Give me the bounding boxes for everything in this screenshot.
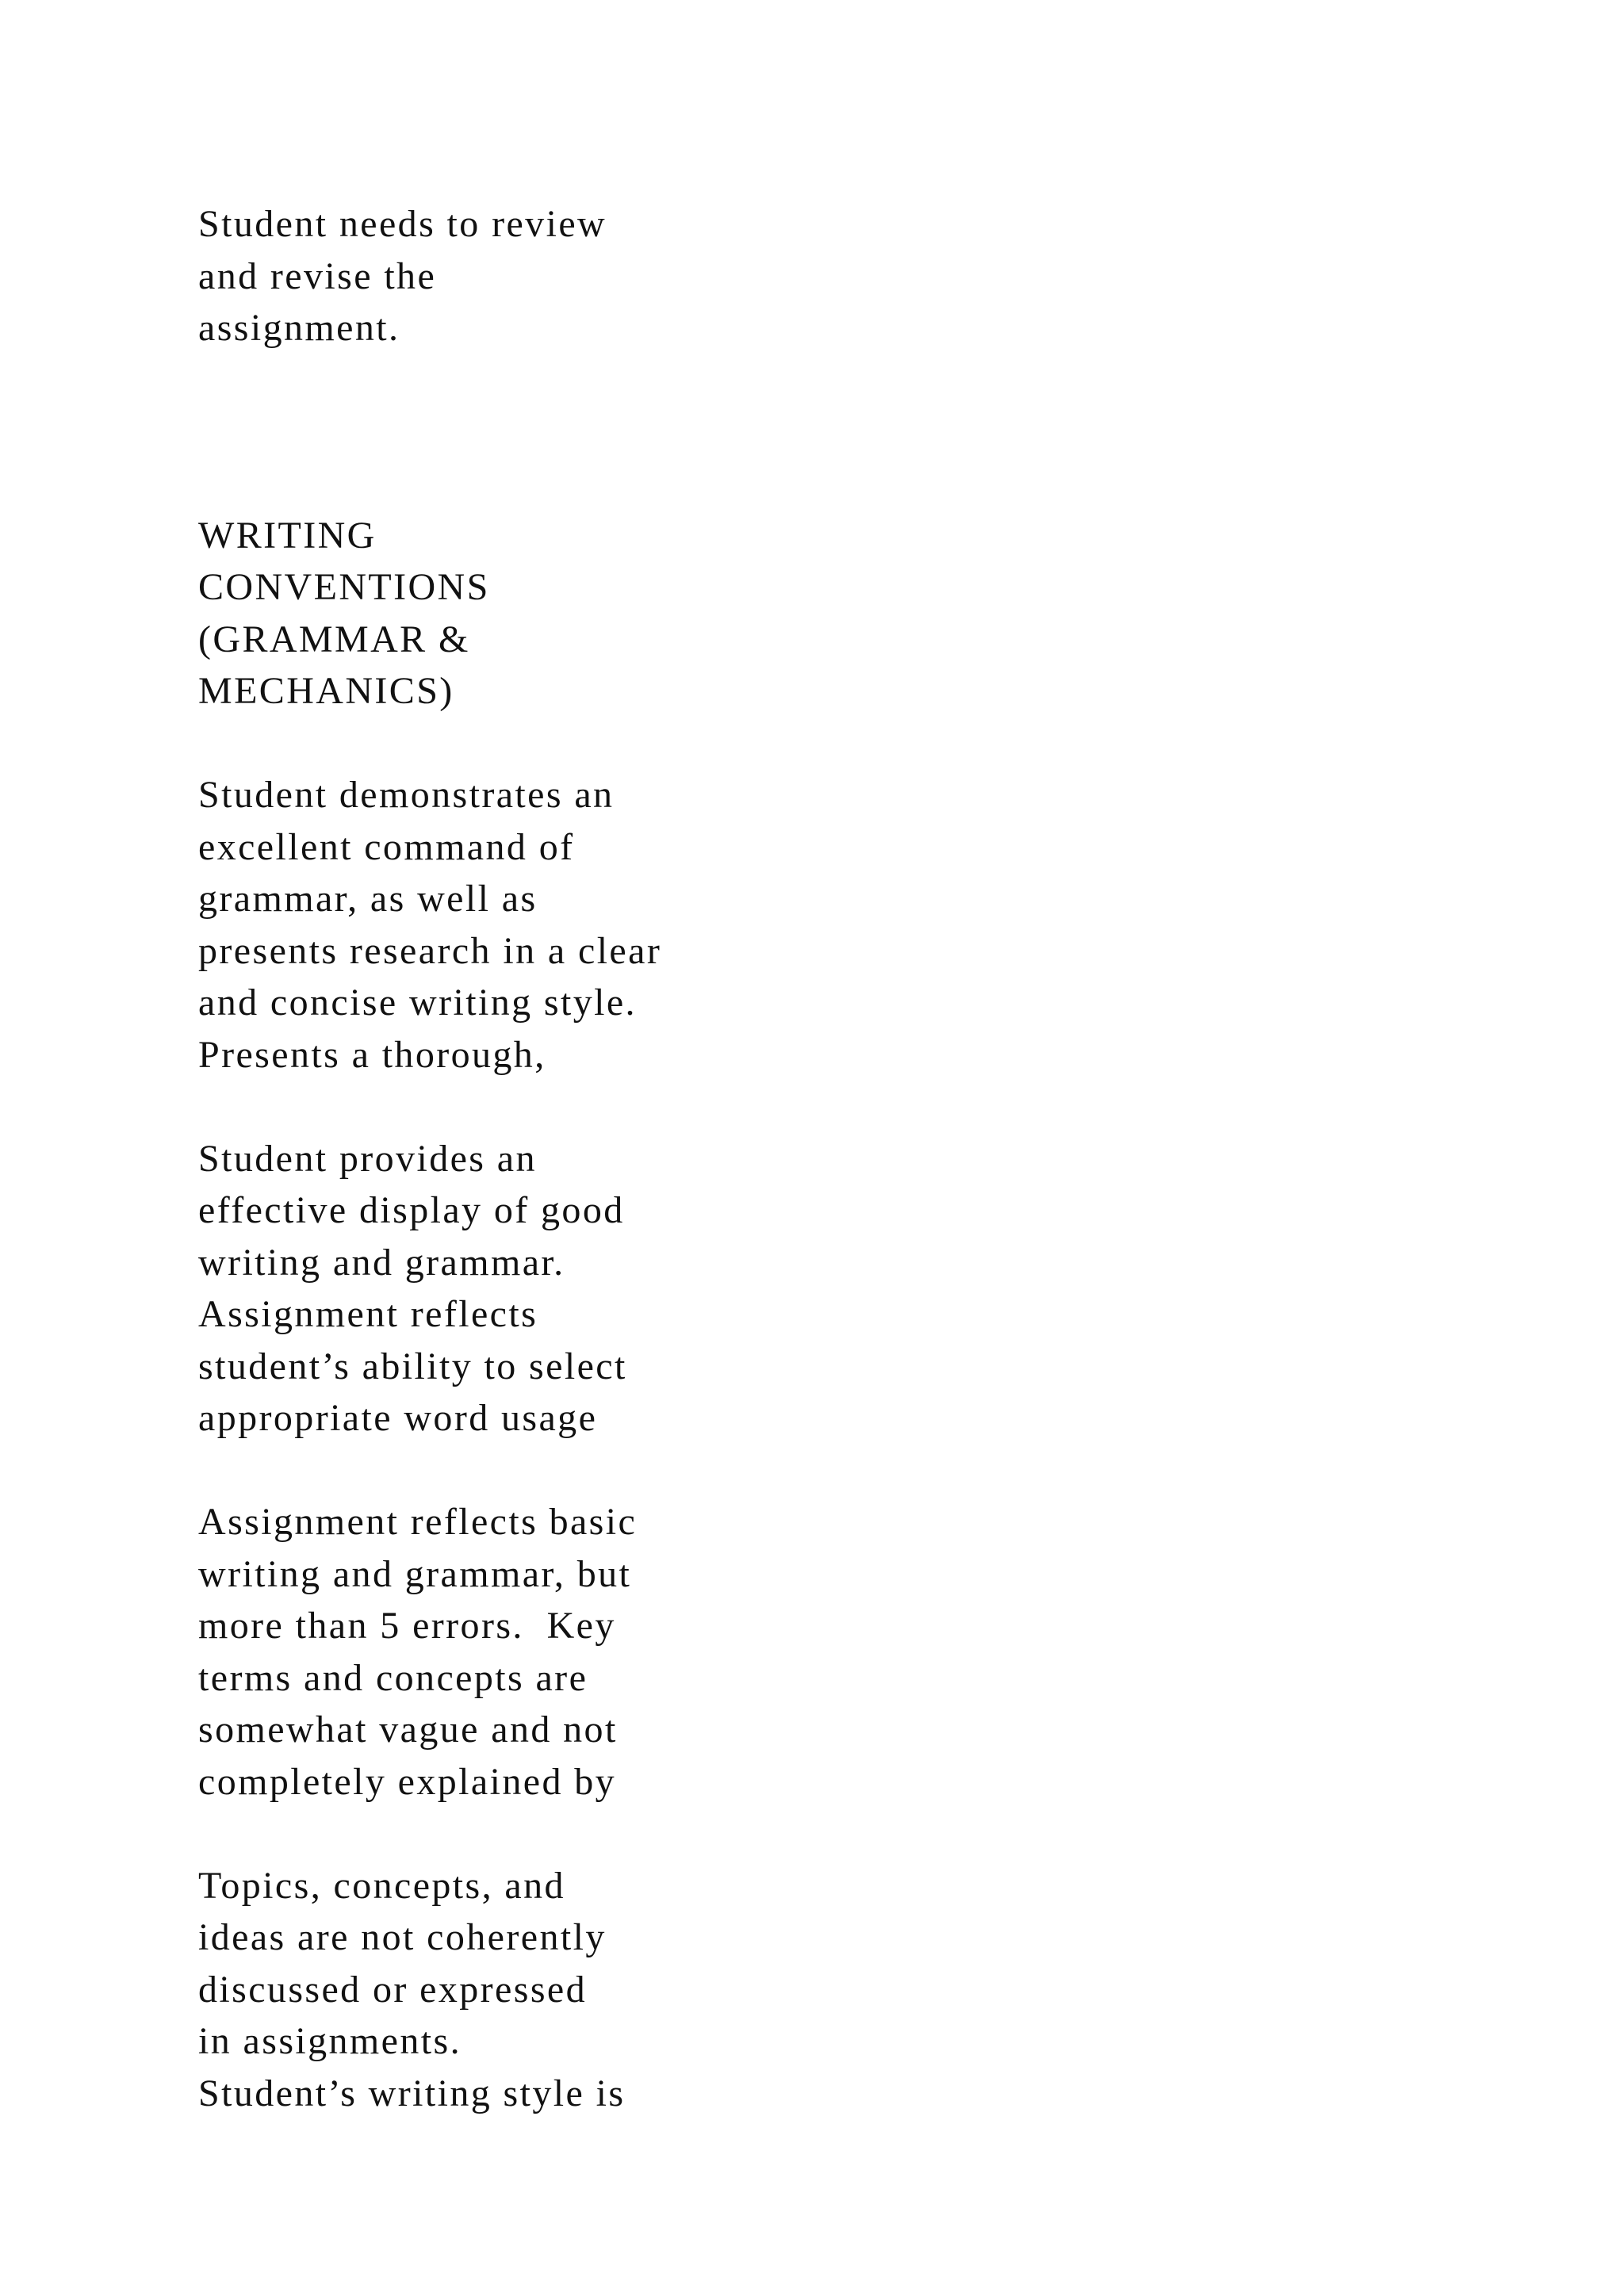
text-line: completely explained by <box>198 1760 617 1803</box>
spacer <box>198 1445 991 1497</box>
heading-line: CONVENTIONS <box>198 566 490 608</box>
text-line: Assignment reflects basic <box>198 1501 638 1543</box>
section-heading <box>198 510 991 718</box>
text-line: discussed or expressed <box>198 1968 588 2011</box>
text-line: appropriate word usage <box>198 1397 598 1439</box>
text-line: student’s ability to select <box>198 1345 627 1387</box>
heading-line: (GRAMMAR & <box>198 618 470 660</box>
criterion-poor-paragraph <box>198 1860 991 2120</box>
text-line: effective display of good <box>198 1189 625 1231</box>
text-line: writing and grammar. <box>198 1241 565 1284</box>
text-line: ideas are not coherently <box>198 1916 607 1958</box>
text-line: grammar, as well as <box>198 878 538 920</box>
text-line: Topics, concepts, and <box>198 1864 565 1907</box>
text-line: in assignments. <box>198 2020 462 2062</box>
rubric-text-column <box>198 198 991 2119</box>
criterion-excellent-paragraph <box>198 769 991 1081</box>
text-line: Student’s writing style is <box>198 2072 626 2114</box>
revise-note-paragraph <box>198 198 991 354</box>
spacer <box>198 718 991 770</box>
text-line: assignment. <box>198 307 400 349</box>
criterion-basic-paragraph <box>198 1496 991 1808</box>
text-line: Student provides an <box>198 1137 537 1180</box>
text-line: somewhat vague and not <box>198 1709 618 1751</box>
text-line: more than 5 errors. Key <box>198 1605 616 1647</box>
spacer <box>198 354 991 510</box>
text-line: Presents a thorough, <box>198 1033 546 1076</box>
text-line: Student needs to review <box>198 203 607 245</box>
text-line: and revise the <box>198 254 437 297</box>
heading-line: MECHANICS) <box>198 670 454 712</box>
text-line: writing and grammar, but <box>198 1552 632 1595</box>
text-line: presents research in a clear <box>198 929 662 972</box>
text-line: terms and concepts are <box>198 1656 588 1699</box>
spacer <box>198 1081 991 1133</box>
text-line: Student demonstrates an <box>198 774 615 816</box>
criterion-good-paragraph <box>198 1133 991 1445</box>
text-line: excellent command of <box>198 825 575 868</box>
heading-line: WRITING <box>198 514 377 557</box>
text-line: Assignment reflects <box>198 1293 538 1335</box>
text-line: and concise writing style. <box>198 982 637 1024</box>
spacer <box>198 1808 991 1860</box>
